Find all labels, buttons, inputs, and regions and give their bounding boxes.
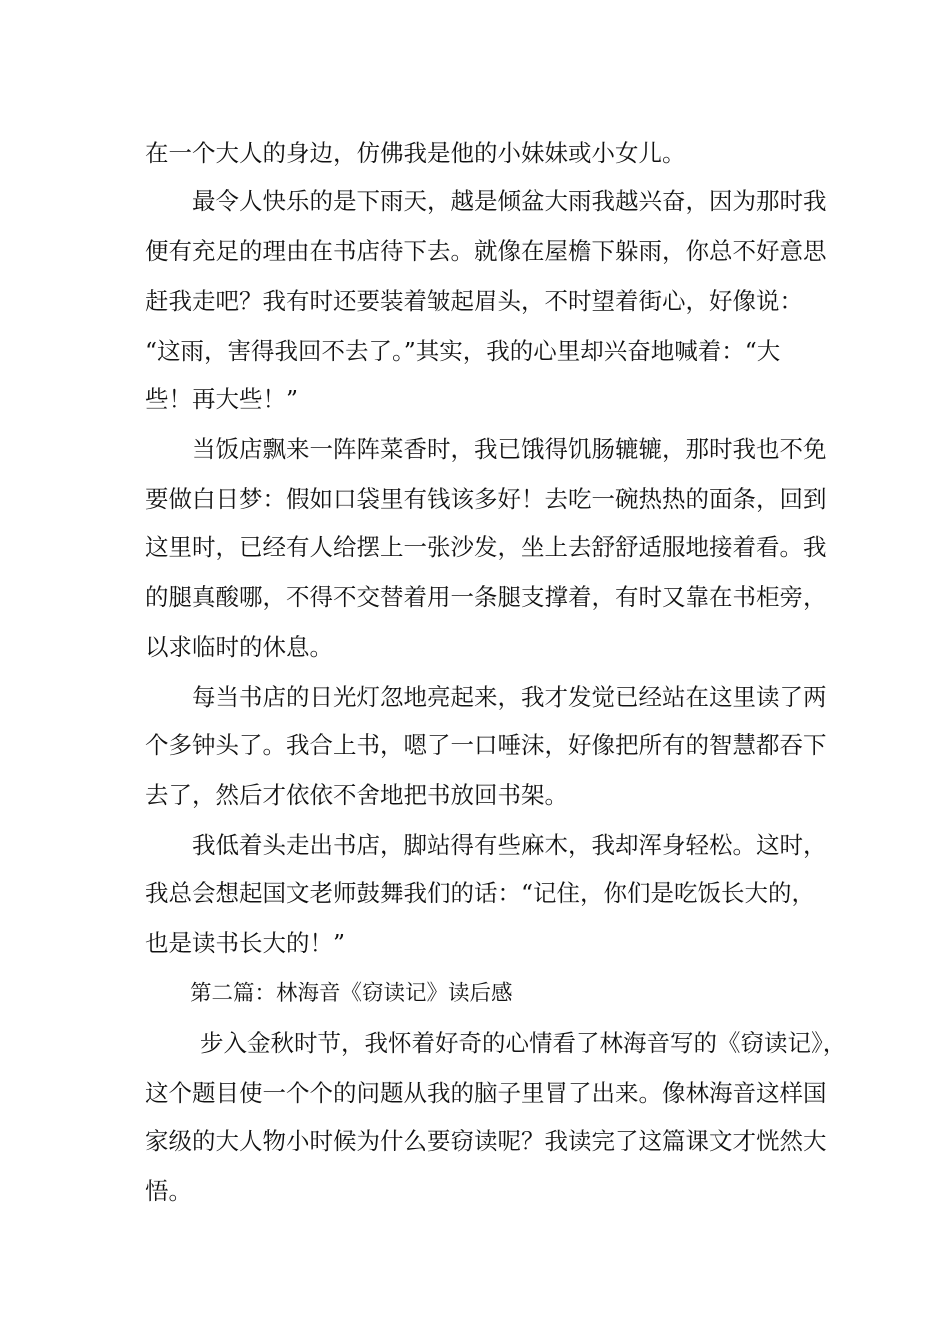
text-line: “这雨，害得我回不去了。”其实，我的心里却兴奋地喊着：“大: [145, 337, 781, 365]
text-line: 在一个大人的身边，仿佛我是他的小妹妹或小女儿。: [145, 139, 686, 167]
text-line: 以求临时的休息。: [145, 633, 333, 661]
text-line: 悟。: [145, 1177, 192, 1205]
text-line: 的腿真酸哪，不得不交替着用一条腿支撑着，有时又靠在书柜旁，: [145, 583, 827, 611]
text-line: 个多钟头了。我合上书，嗯了一口唾沫，好像把所有的智慧都吞下: [145, 731, 827, 759]
text-line: 我总会想起国文老师鼓舞我们的话：“记住，你们是吃饭长大的，: [145, 879, 816, 907]
text-line: 去了，然后才依依不舍地把书放回书架。: [145, 781, 568, 809]
text-line: 赶我走吧？我有时还要装着皱起眉头，不时望着街心，好像说：: [145, 287, 803, 315]
section-heading: 第二篇：林海音《窃读记》读后感: [190, 981, 513, 1006]
text-line: 也是读书长大的！”: [145, 929, 346, 957]
text-line: 这里时，已经有人给摆上一张沙发，坐上去舒舒适服地接着看。我: [145, 533, 827, 561]
text-line: 要做白日梦：假如口袋里有钱该多好！去吃一碗热热的面条，回到: [145, 485, 827, 513]
paragraph-first-line: 我低着头走出书店，脚站得有些麻木，我却浑身轻松。这时，: [192, 831, 827, 859]
paragraph-first-line: 步入金秋时节，我怀着好奇的心情看了林海音写的《窃读记》，: [200, 1029, 847, 1057]
text-line: 些！再大些！”: [145, 385, 299, 413]
paragraph-first-line: 最令人快乐的是下雨天，越是倾盆大雨我越兴奋，因为那时我: [192, 187, 827, 215]
text-line: 家级的大人物小时候为什么要窃读呢？我读完了这篇课文才恍然大: [145, 1127, 827, 1155]
paragraph-first-line: 当饭店飘来一阵阵菜香时，我已饿得饥肠辘辘，那时我也不免: [192, 435, 827, 463]
text-line: 便有充足的理由在书店待下去。就像在屋檐下躲雨，你总不好意思: [145, 237, 827, 265]
text-line: 这个题目使一个个的问题从我的脑子里冒了出来。像林海音这样国: [145, 1079, 827, 1107]
paragraph-first-line: 每当书店的日光灯忽地亮起来，我才发觉已经站在这里读了两: [192, 683, 827, 711]
